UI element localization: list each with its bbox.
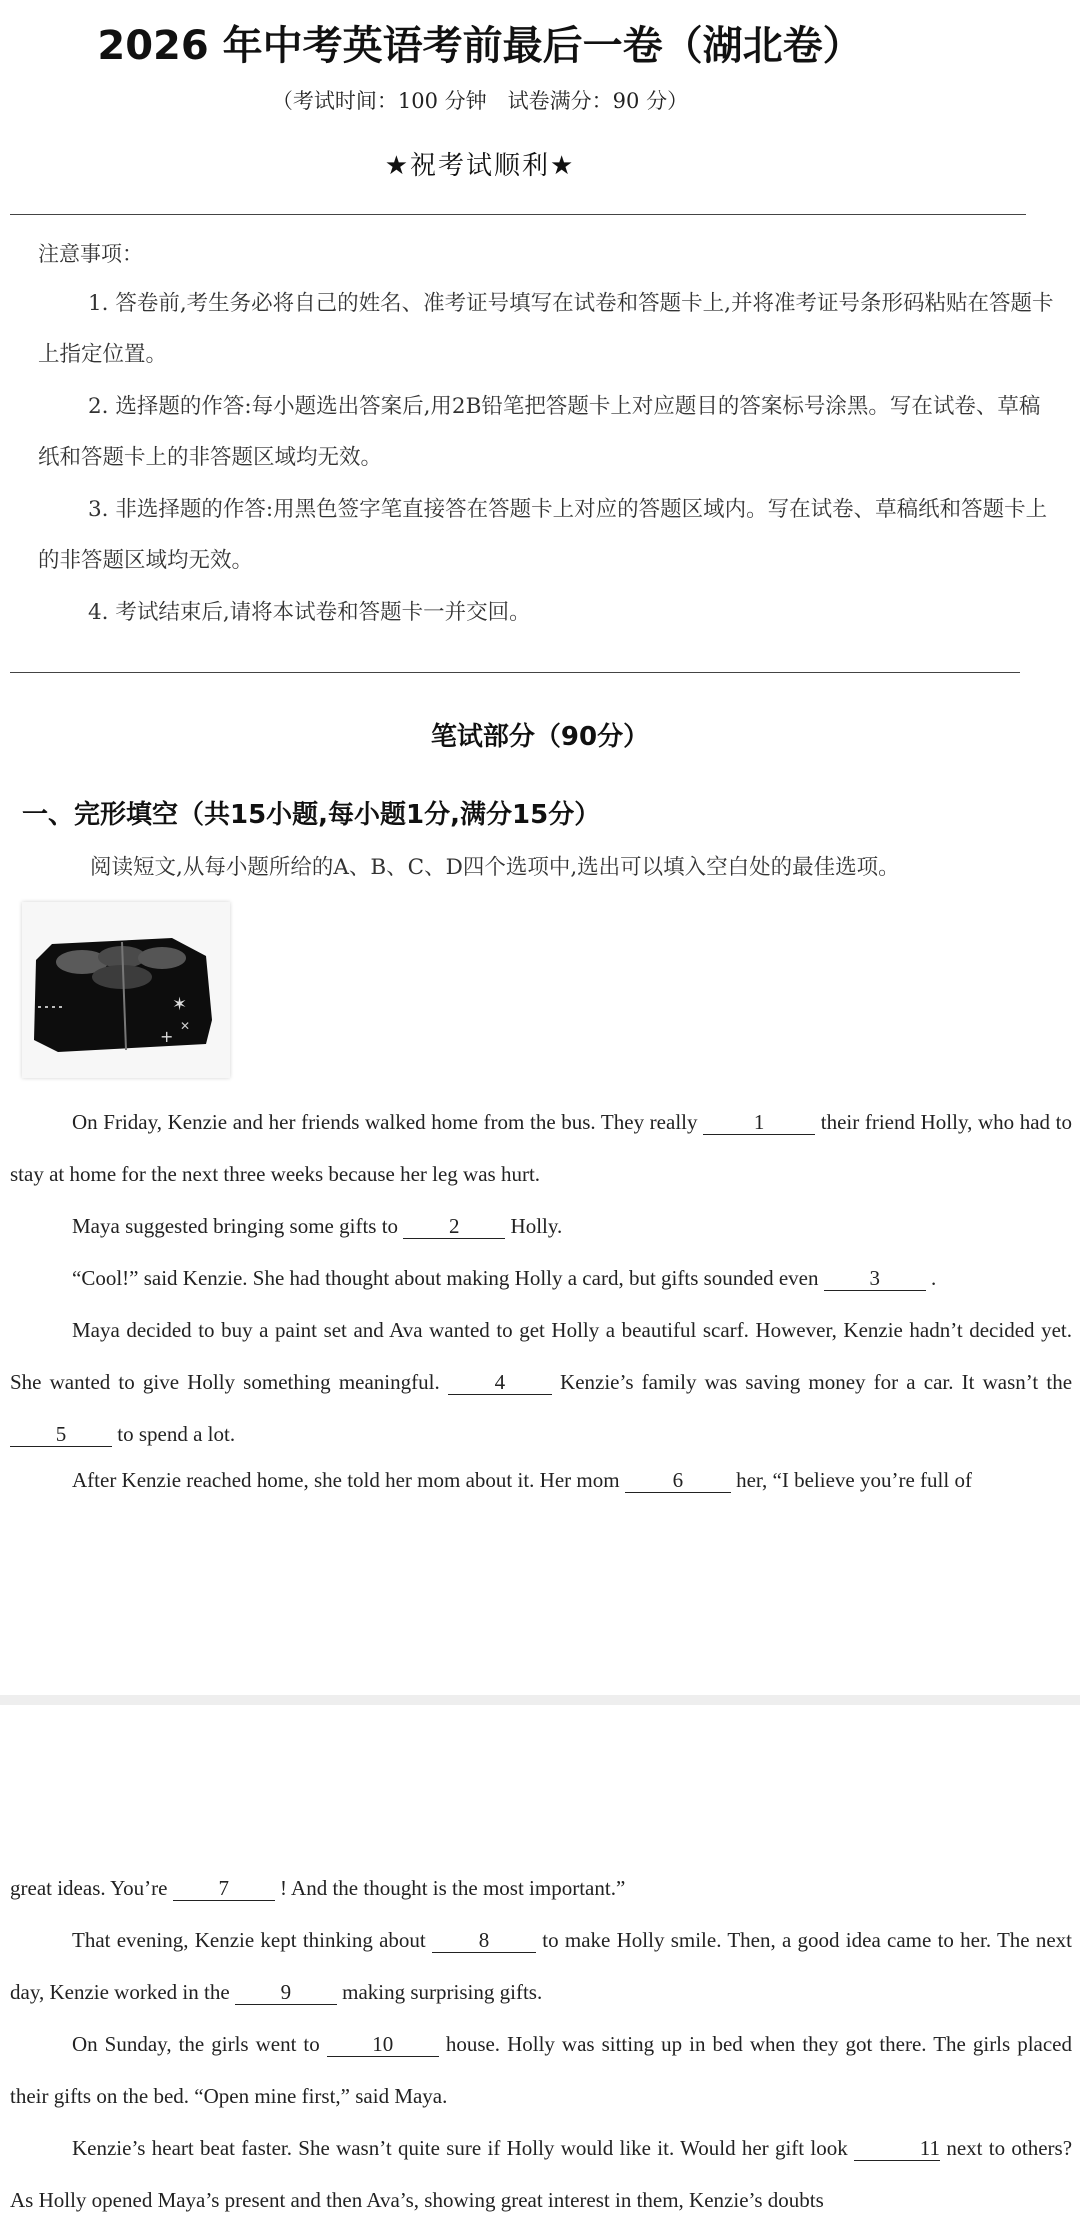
passage-text: Kenzie’s family was saving money for a car. It wasn’t the (560, 1370, 1073, 1394)
passage-text: house. Holly was sitting up in bed when they got there. The girls placed their gifts on the bed. “Open mine first,” said Maya. (10, 2032, 1073, 2108)
passage-text: Kenzie’s heart beat faster. She wasn’t quite sure if Holly would like it. Would her gift look (72, 2136, 848, 2160)
page-gap (0, 1695, 1080, 1705)
svg-text:+: + (160, 1027, 174, 1046)
blank-4: 4 (448, 1370, 552, 1395)
passage-paragraph-5-cont (10, 1862, 1072, 1914)
passage-text: . (931, 1266, 937, 1290)
passage-text: That evening, Kenzie kept thinking about (72, 1928, 426, 1952)
passage-text: ! And the thought is the most important.” (279, 1876, 626, 1900)
good-luck-line: ★祝考试顺利★ (384, 151, 576, 181)
part-title: 一、完形填空（共15小题,每小题1分,满分15分） (22, 800, 601, 830)
passage-paragraph-7 (10, 2018, 1072, 2122)
passage-paragraph-6 (10, 1914, 1072, 2018)
blank-3: 3 (824, 1266, 926, 1291)
passage-text: On Sunday, the girls went to (72, 2032, 320, 2056)
notice-heading: 注意事项： (38, 242, 143, 266)
passage-text: Maya decided to buy a paint set and Ava wanted to get Holly a beautiful scarf. However, Kenzie hadn’t decided yet. She wanted to give Holly something meaningful. (10, 1318, 1072, 1394)
section-title: 笔试部分（90分） (430, 722, 650, 752)
passage-text: making surprising gifts. (342, 1980, 543, 2004)
passage-text: her, “I believe you’re full of (736, 1468, 972, 1492)
passage-text: “Cool!” said Kenzie. She had thought about making Holly a card, but gifts sounded even (72, 1266, 819, 1290)
blank-2: 2 (403, 1214, 505, 1239)
gift-box-icon (22, 902, 230, 1078)
passage-paragraph-8 (10, 2122, 1072, 2226)
exam-title: 2026 年中考英语考前最后一卷（湖北卷） (97, 23, 863, 69)
svg-text:✕: ✕ (180, 1019, 191, 1033)
notice-item-3: 3. 非选择题的作答:用黑色签字笔直接答在答题卡上对应的答题区域内。写在试卷、草稿纸和答题卡上的非答题区域均无效。 (38, 497, 1048, 573)
passage-text: their friend Holly, who had to stay at home for the next three weeks because her leg was hurt. (10, 1110, 1073, 1186)
blank-11: 11 (854, 2136, 940, 2161)
passage-text: After Kenzie reached home, she told her mom about it. Her mom (72, 1468, 620, 1492)
divider-bottom (10, 672, 1020, 673)
passage-text: Maya suggested bringing some gifts to (72, 1214, 399, 1238)
passage-paragraph-1 (10, 1096, 1072, 1200)
exam-subtitle: （考试时间：100 分钟 试卷满分：90 分） (271, 89, 689, 113)
instruction: 阅读短文,从每小题所给的A、B、C、D四个选项中,选出可以填入空白处的最佳选项。 (90, 855, 900, 880)
gift-box-image (22, 902, 230, 1078)
passage-text: great ideas. You’re (10, 1876, 168, 1900)
passage-text: to make Holly smile. Then, a good idea came to her. The next day, Kenzie worked in the (10, 1928, 1073, 2004)
passage-paragraph-3 (10, 1252, 1072, 1304)
passage-text: Holly. (510, 1214, 563, 1238)
blank-6: 6 (625, 1468, 731, 1493)
blank-1: 1 (703, 1110, 815, 1135)
passage-text: On Friday, Kenzie and her friends walked home from the bus. They really (72, 1110, 698, 1134)
blank-8: 8 (432, 1928, 536, 1953)
notice-item-4: 4. 考试结束后,请将本试卷和答题卡一并交回。 (88, 600, 531, 625)
blank-7: 7 (173, 1876, 275, 1901)
passage-paragraph-4 (10, 1304, 1072, 1460)
passage-text: to spend a lot. (117, 1422, 236, 1446)
notice-item-2: 2. 选择题的作答:每小题选出答案后,用2B铅笔把答题卡上对应题目的答案标号涂黑。写在试卷、草稿纸和答题卡上的非答题区域均无效。 (38, 394, 1041, 470)
passage-text: next to others? As Holly opened Maya’s present and then Ava’s, showing great interest in them, Kenzie’s doubts (10, 2136, 1073, 2212)
blank-9: 9 (235, 1980, 337, 2005)
passage-paragraph-2 (10, 1200, 1072, 1252)
divider-top (10, 214, 1026, 215)
passage-paragraph-5 (10, 1454, 1072, 1506)
svg-text:✶: ✶ (172, 994, 188, 1015)
blank-5: 5 (10, 1422, 112, 1447)
page-2 (0, 1705, 1080, 2212)
notice-item-1: 1. 答卷前,考生务必将自己的姓名、准考证号填写在试卷和答题卡上,并将准考证号条形码粘贴在答题卡上指定位置。 (38, 291, 1054, 367)
blank-10: 10 (327, 2032, 439, 2057)
